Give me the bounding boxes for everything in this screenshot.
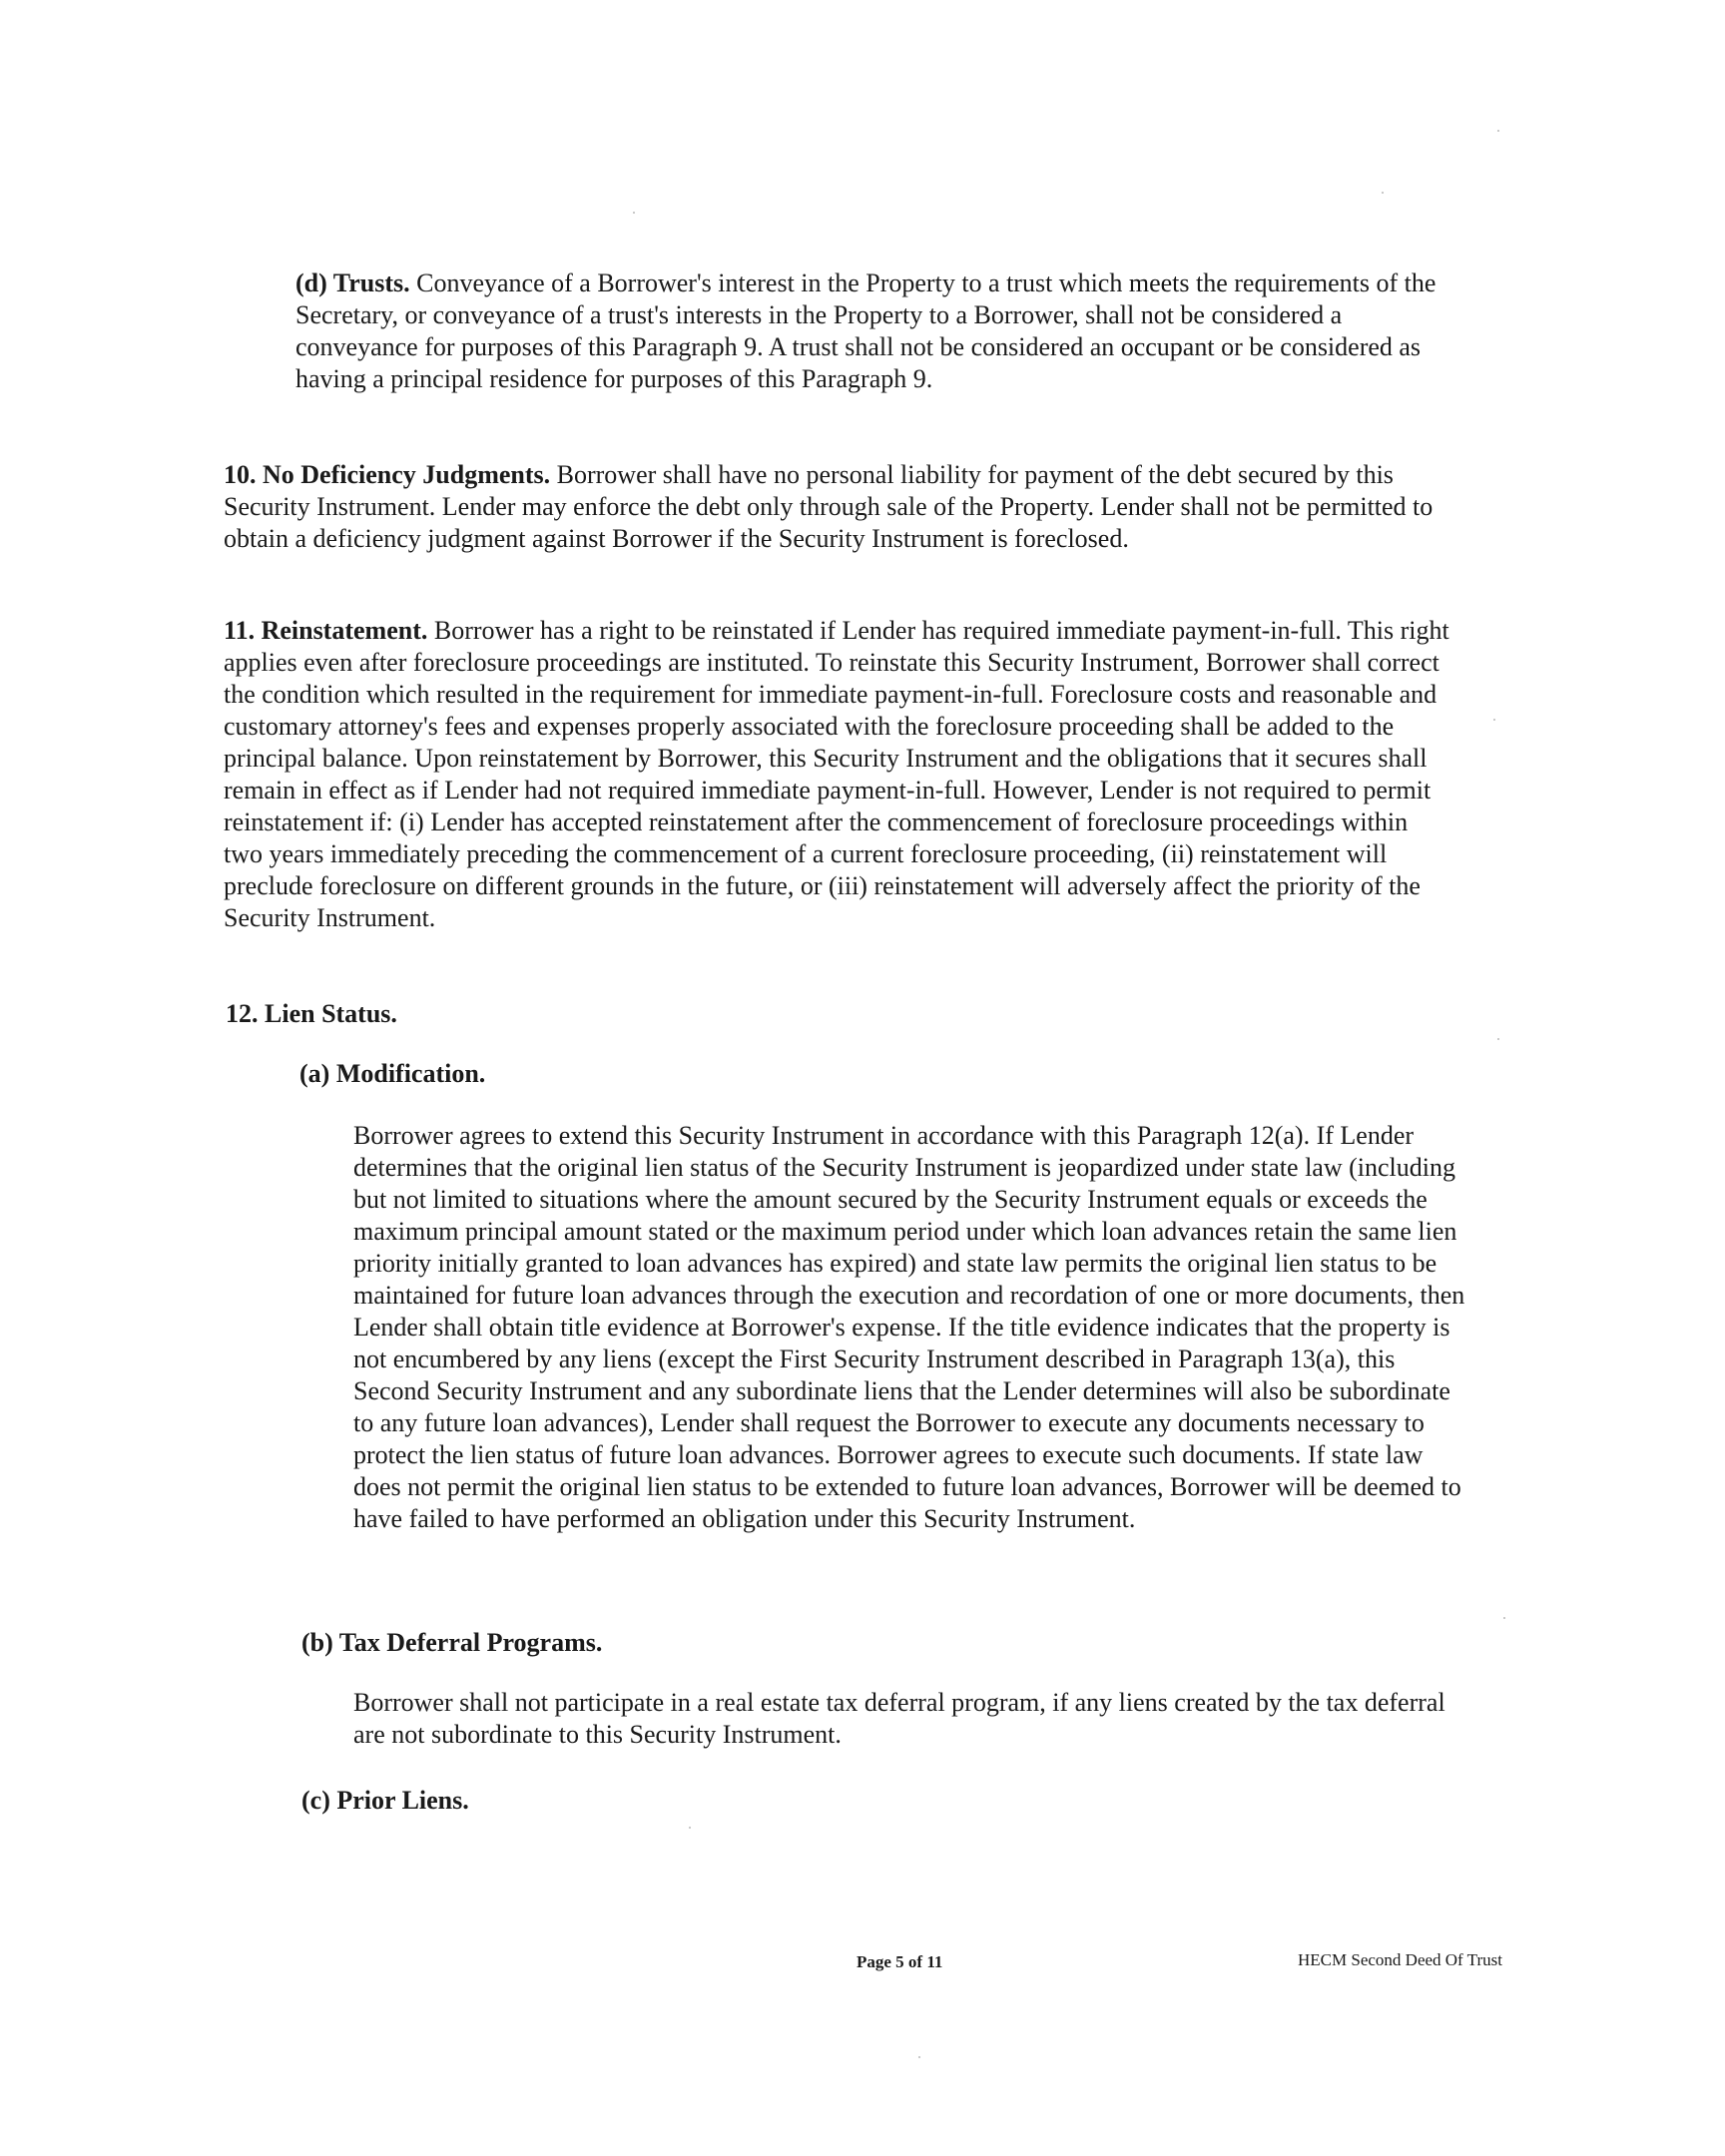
scan-speck: [1503, 1617, 1505, 1619]
scan-speck: [1497, 1038, 1499, 1040]
no-deficiency-text: Borrower shall have no personal liability for payment of the debt secured by this Security Instrument. Lender may enforce the debt only through sale of the Property. Lender shall not be permitted to obtain a deficiency judgment against Borrower if the Security Instrument is foreclosed.: [224, 460, 1434, 553]
scan-speck: [1497, 130, 1499, 132]
modification-heading: (a) Modification.: [299, 1059, 486, 1088]
tax-deferral-heading: (b) Tax Deferral Programs.: [301, 1628, 603, 1657]
page-number: Page 5 of 11: [857, 1952, 943, 1971]
no-deficiency-paragraph: [224, 459, 1451, 555]
tax-deferral-paragraph: Borrower shall not participate in a real estate tax deferral program, if any liens created by the tax deferral are not subordinate to this Security Instrument.: [353, 1688, 1445, 1749]
trusts-paragraph: [295, 268, 1453, 395]
document-title: HECM Second Deed Of Trust: [1298, 1950, 1502, 1969]
scan-speck: [918, 2056, 920, 2058]
scan-speck: [633, 212, 635, 214]
scan-speck: [689, 1827, 691, 1829]
reinstatement-label: 11. Reinstatement.: [224, 616, 428, 645]
prior-liens-heading: (c) Prior Liens.: [301, 1786, 469, 1815]
reinstatement-text: Borrower has a right to be reinstated if Lender has required immediate payment-in-full. This right applies even after foreclosure proceedings are instituted. To reinstate this Security Instrument, Borrower shall correct the condition which resulted in the requirement for immediate payment-in-full. Foreclosure costs and reasonable and customary attorney's fees and expenses properly associated with the foreclosure proceeding shall be added to the principal balance. Upon reinstatement by Borrower, this Security Instrument and the obligations that it secures shall remain in effect as if Lender had not required immediate payment-in-full. However, Lender is not required to permit reinstatement if: (i) Lender has accepted reinstatement after the commencement of foreclosure proceedings within two years immediately preceding the commencement of a current foreclosure proceeding, (ii) reinstatement will preclude foreclosure on different grounds in the future, or (iii) reinstatement will adversely affect the priority of the Security Instrument.: [224, 616, 1449, 932]
scan-speck: [1493, 719, 1495, 721]
reinstatement-paragraph: [224, 615, 1451, 934]
modification-paragraph: Borrower agrees to extend this Security Instrument in accordance with this Paragraph 12(a). If Lender determines that the original lien status of the Security Instrument is jeopardized under state law (including but not limited to situations where the amount secured by the Security Instrument equals or exceeds the maximum principal amount stated or the maximum period under which loan advances retain the same lien priority initially granted to loan advances has expired) and state law permits the original lien status to be maintained for future loan advances through the execution and recordation of one or more documents, then Lender shall obtain title evidence at Borrower's expense. If the title evidence indicates that the property is not encumbered by any liens (except the First Security Instrument described in Paragraph 13(a), this Second Security Instrument and any subordinate liens that the Lender determines will also be subordinate to any future loan advances), Lender shall request the Borrower to execute any documents necessary to protect the lien status of future loan advances. Borrower agrees to execute such documents. If state law does not permit the original lien status to be extended to future loan advances, Borrower will be deemed to have failed to have performed an obligation under this Security Instrument.: [353, 1121, 1465, 1533]
scan-speck: [1382, 192, 1384, 194]
trusts-text: Conveyance of a Borrower's interest in the Property to a trust which meets the requirements of the Secretary, or conveyance of a trust's interests in the Property to a Borrower, shall not be considered a conveyance for purposes of this Paragraph 9. A trust shall not be considered an occupant or be considered as having a principal residence for purposes of this Paragraph 9.: [295, 269, 1437, 393]
lien-status-heading: 12. Lien Status.: [226, 999, 397, 1028]
no-deficiency-label: 10. No Deficiency Judgments.: [224, 460, 551, 489]
trusts-label: (d) Trusts.: [295, 269, 410, 297]
